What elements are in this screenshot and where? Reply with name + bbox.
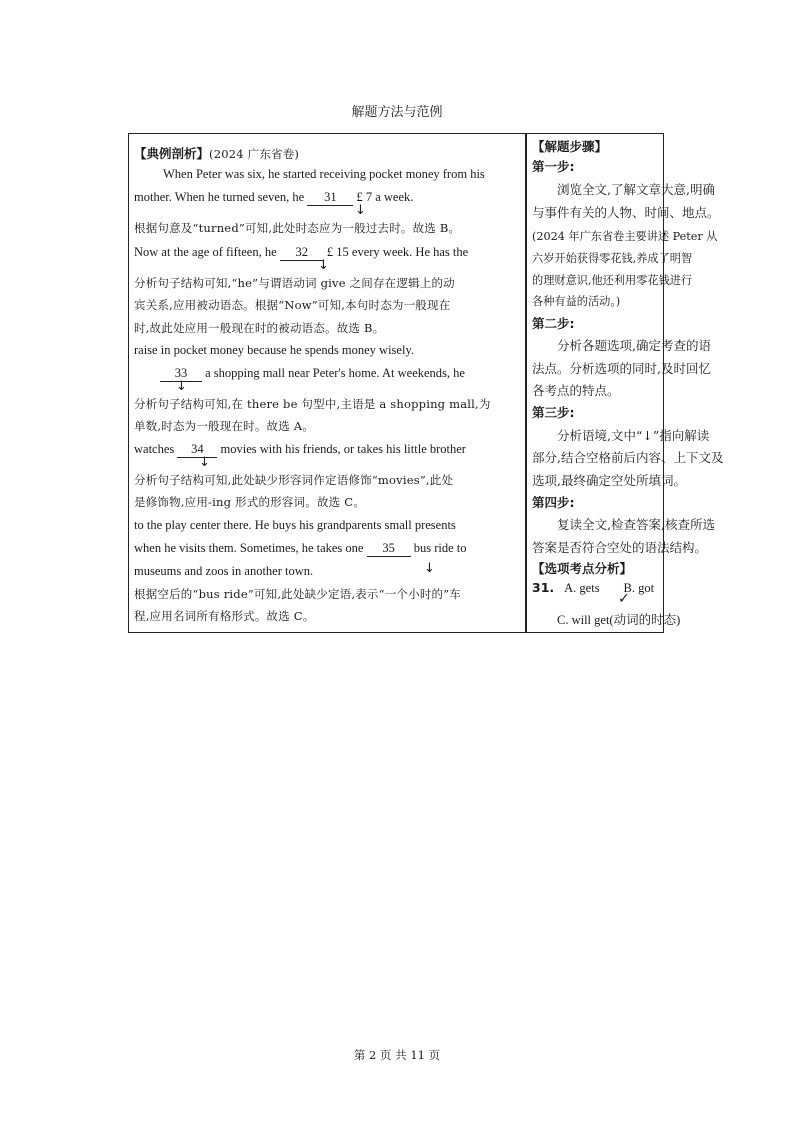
step1-note-4: 各种有益的活动。) — [532, 295, 621, 308]
example-source: (2024 广东省卷) — [209, 147, 300, 161]
step1-line-1: 浏览全文,了解文章大意,明确 — [557, 182, 715, 197]
option-row-1 — [532, 580, 654, 596]
blank-31: 31 — [307, 189, 353, 206]
step4-title: 第四步: — [532, 495, 575, 510]
explanation-32-line-3: 时,故此处应用一般现在时的被动语态。故选 B。 — [134, 321, 385, 335]
passage-line-8 — [134, 540, 467, 557]
passage-text: watches — [134, 442, 175, 456]
step1-note-3: 的理财意识,他还利用零花钱进行 — [532, 274, 693, 287]
explanation-31: 根据句意及“turned”可知,此处时态应为一般过去时。故选 B。 — [134, 221, 461, 235]
check-mark-icon: ✓ — [618, 591, 630, 607]
passage-line-4: raise in pocket money because he spends money wisely. — [134, 343, 415, 357]
passage-text: movies with his friends, or takes his little brother — [220, 442, 466, 456]
passage-line-7: to the play center there. He buys his grandparents small presents — [134, 518, 456, 532]
blank-34: 34 — [177, 441, 217, 458]
step1-line-2: 与事件有关的人物、时间、地点。 — [532, 205, 720, 220]
explanation-32-line-2: 宾关系,应用被动语态。根据“Now”可知,本句时态为一般现在 — [134, 298, 451, 312]
passage-text: Now at the age of fifteen, he — [134, 245, 277, 259]
page-title: 解题方法与范例 — [351, 105, 443, 120]
step4-line-1: 复读全文,检查答案,核查所选 — [557, 517, 715, 532]
passage-text: £ 15 every week. He has the — [326, 245, 469, 259]
passage-text: £ 7 a week. — [356, 190, 414, 204]
blank-32: 32 — [280, 244, 324, 261]
step1-note-1: (2024 年广东省卷主要讲述 Peter 从 — [532, 230, 718, 243]
arrow-down-icon: ↓ — [355, 203, 366, 218]
passage-text: when he visits them. Sometimes, he takes one — [134, 541, 364, 555]
step2-line-2: 法点。分析选项的同时,及时回忆 — [532, 361, 711, 376]
step3-line-3: 选项,最终确定空处所填词。 — [532, 473, 686, 488]
passage-text: a shopping mall near Peter's home. At weekends, he — [205, 366, 465, 380]
blank-33: 33 — [160, 365, 202, 382]
analysis-header: 【选项考点分析】 — [532, 561, 633, 576]
step3-title: 第三步: — [532, 405, 575, 420]
passage-line-9: museums and zoos in another town. — [134, 564, 314, 578]
step2-line-3: 各考点的特点。 — [532, 383, 620, 398]
steps-header: 【解题步骤】 — [532, 139, 608, 154]
explanation-33-line-2: 单数,时态为一般现在时。故选 A。 — [134, 419, 315, 433]
step2-title: 第二步: — [532, 316, 575, 331]
explanation-34-line-2: 是修饰物,应用-ing 形式的形容词。故选 C。 — [134, 495, 365, 509]
blank-35: 35 — [367, 540, 411, 557]
passage-line-2 — [134, 189, 413, 206]
page-footer: 第 2 页 共 11 页 — [353, 1048, 441, 1062]
example-header: 【典例剖析】 — [134, 146, 210, 161]
step3-line-2: 部分,结合空格前后内容、上下文及 — [532, 450, 724, 465]
passage-line-5 — [160, 365, 465, 382]
step1-title: 第一步: — [532, 159, 575, 174]
explanation-34-line-1: 分析句子结构可知,此处缺少形容词作定语修饰“movies”,此处 — [134, 473, 454, 487]
passage-line-6 — [134, 441, 466, 458]
option-c: C. will get(动词的时态) — [557, 613, 681, 627]
explanation-35-line-1: 根据空后的“bus ride”可知,此处缺少定语,表示“一个小时的”车 — [134, 587, 461, 601]
arrow-down-icon: ↓ — [176, 379, 187, 394]
arrow-down-icon: ↓ — [318, 258, 329, 273]
explanation-33-line-1: 分析句子结构可知,在 there be 句型中,主语是 a shopping mall,为 — [134, 397, 491, 411]
passage-line-3 — [134, 244, 468, 261]
column-divider — [525, 133, 527, 633]
arrow-down-icon: ↓ — [424, 561, 435, 576]
passage-text: bus ride to — [413, 541, 467, 555]
passage-line-1: When Peter was six, he started receiving pocket money from his — [163, 167, 485, 181]
step1-note-2: 六岁开始获得零花钱,养成了明智 — [532, 252, 693, 265]
arrow-down-icon: ↓ — [199, 455, 210, 470]
explanation-35-line-2: 程,应用名词所有格形式。故选 C。 — [134, 609, 315, 623]
passage-text: mother. When he turned seven, he — [134, 190, 305, 204]
question-number: 31. — [532, 580, 555, 595]
step2-line-1: 分析各题选项,确定考查的语 — [557, 338, 711, 353]
explanation-32-line-1: 分析句子结构可知,“he”与谓语动词 give 之间存在逻辑上的动 — [134, 276, 455, 290]
option-row-2 — [557, 612, 680, 628]
step4-line-2: 答案是否符合空处的语法结构。 — [532, 540, 708, 555]
option-a: A. gets — [564, 581, 600, 595]
example-heading — [134, 146, 299, 162]
step3-line-1: 分析语境,文中“↓”指向解读 — [557, 428, 710, 443]
option-b: B. got — [623, 581, 655, 595]
